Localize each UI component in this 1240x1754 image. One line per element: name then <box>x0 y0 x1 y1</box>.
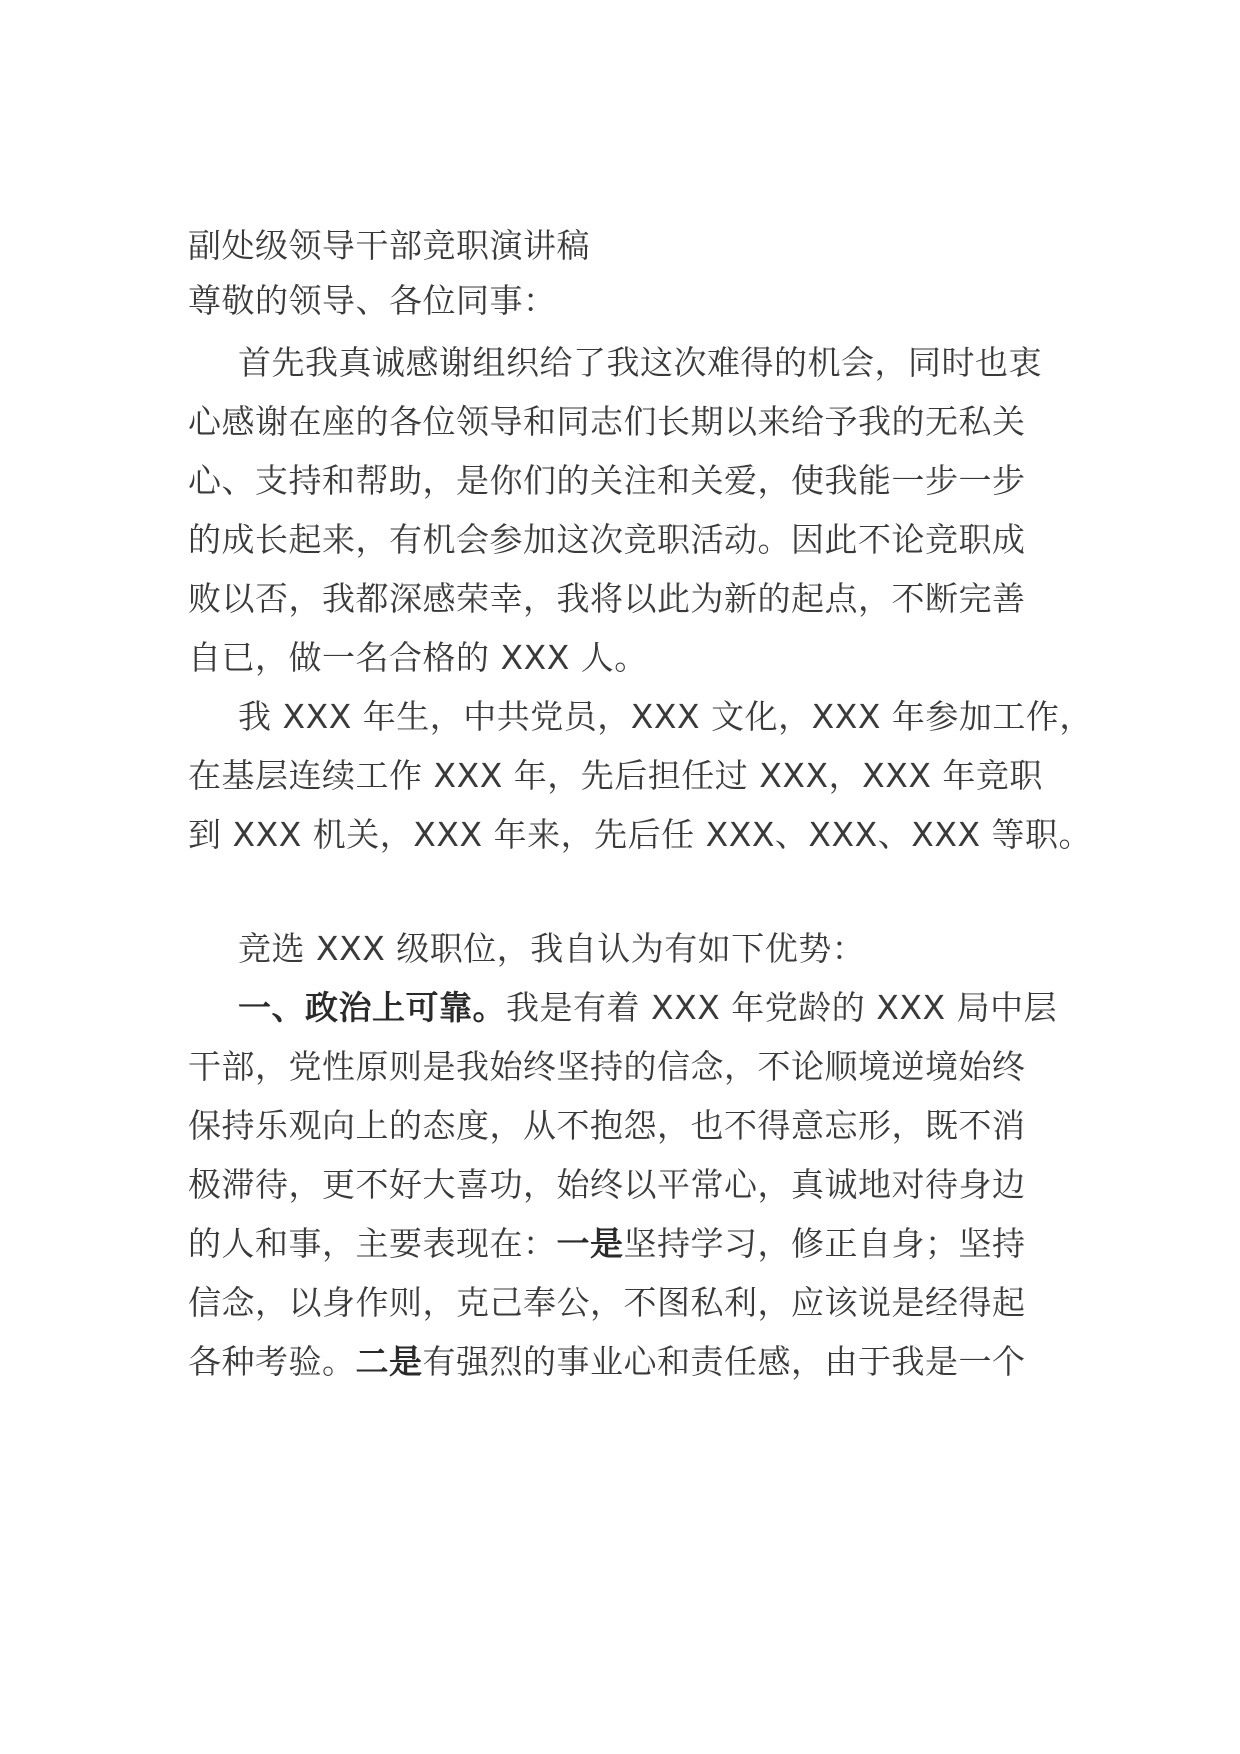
paragraph-line: 首先我真诚感谢组织给了我这次难得的机会，同时也衷 <box>238 343 1042 382</box>
text-span: 坚持学习，修正自身；坚持 <box>623 1224 1026 1263</box>
paragraph-line: 自已，做一名合格的 XXX 人。 <box>188 638 648 677</box>
paragraph-line <box>188 1219 1026 1269</box>
paragraph-line: 的成长起来，有机会参加这次竞职活动。因此不论竞职成 <box>188 520 1026 559</box>
paragraph-line <box>188 1337 1026 1387</box>
paragraph-line: 败以否，我都深感荣幸，我将以此为新的起点，不断完善 <box>188 579 1026 618</box>
paragraph-line: 到 XXX 机关，XXX 年来，先后任 XXX、XXX、XXX 等职。 <box>188 815 1093 854</box>
document-title: 副处级领导干部竞职演讲稿 <box>188 226 590 265</box>
paragraph-line: 信念，以身作则，克己奉公，不图私利，应该说是经得起 <box>188 1283 1026 1322</box>
paragraph-line <box>238 983 1057 1033</box>
text-span: 的人和事，主要表现在： <box>188 1224 557 1263</box>
emphasis-text: 二是 <box>355 1342 423 1381</box>
salutation: 尊敬的领导、各位同事： <box>188 281 557 320</box>
emphasis-text: 一是 <box>556 1224 624 1263</box>
text-span: 各种考验。 <box>188 1342 356 1381</box>
text-span: 有强烈的事业心和责任感，由于我是一个 <box>422 1342 1026 1381</box>
paragraph-line: 极滞待，更不好大喜功，始终以平常心，真诚地对待身边 <box>188 1165 1026 1204</box>
paragraph-line: 心感谢在座的各位领导和同志们长期以来给予我的无私关 <box>188 402 1026 441</box>
paragraph-3: 竞选 XXX 级职位，我自认为有如下优势： <box>238 929 866 968</box>
paragraph-line: 心、支持和帮助，是你们的关注和关爱，使我能一步一步 <box>188 461 1026 500</box>
paragraph-line: 在基层连续工作 XXX 年，先后担任过 XXX，XXX 年竞职 <box>188 756 1043 795</box>
paragraph-line: 干部，党性原则是我始终坚持的信念，不论顺境逆境始终 <box>188 1047 1026 1086</box>
paragraph-line: 我 XXX 年生，中共党员，XXX 文化，XXX 年参加工作， <box>238 697 1093 736</box>
text-span: 我是有着 XXX 年党龄的 XXX 局中层 <box>506 988 1058 1027</box>
section-heading: 一、政治上可靠。 <box>238 988 506 1027</box>
paragraph-line: 保持乐观向上的态度，从不抱怨，也不得意忘形，既不消 <box>188 1106 1026 1145</box>
